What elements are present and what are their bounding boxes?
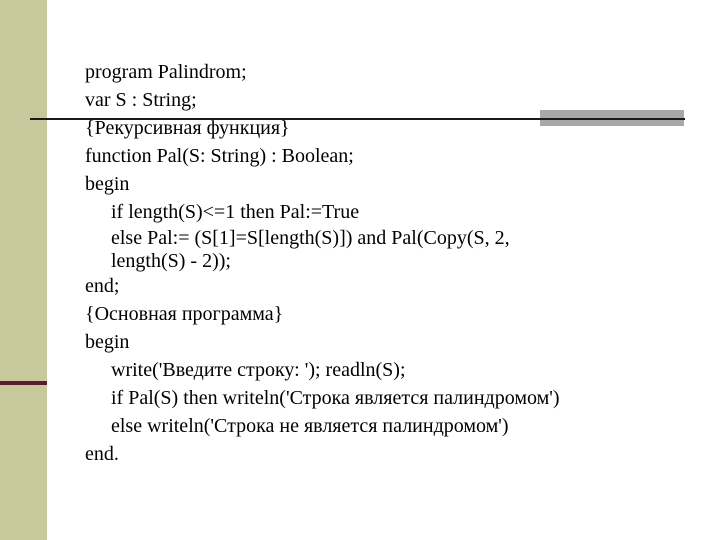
code-line: function Pal(S: String) : Boolean; — [85, 145, 354, 167]
code-line: end; — [85, 275, 120, 297]
code-line: if Pal(S) then writeln('Строка является палиндромом') — [111, 387, 560, 409]
code-line: end. — [85, 443, 119, 465]
code-line: begin — [85, 331, 130, 353]
code-line: else writeln('Строка не является палиндромом') — [111, 415, 509, 437]
left-bar-stripe — [0, 381, 47, 385]
code-line: begin — [85, 173, 130, 195]
code-line: else Pal:= (S[1]=S[length(S)]) and Pal(Copy(S, 2, — [111, 227, 510, 249]
code-line: var S : String; — [85, 89, 197, 111]
code-line: program Palindrom; — [85, 61, 247, 83]
code-line-continuation: length(S) - 2)); — [111, 250, 231, 272]
code-comment-line: {Рекурсивная функция} — [85, 117, 290, 139]
code-listing — [85, 58, 705, 468]
left-decorative-bar — [0, 0, 47, 540]
code-line: write('Введите строку: '); readln(S); — [111, 359, 406, 381]
code-line: if length(S)<=1 then Pal:=True — [111, 201, 360, 223]
code-comment-line: {Основная программа} — [85, 303, 284, 325]
